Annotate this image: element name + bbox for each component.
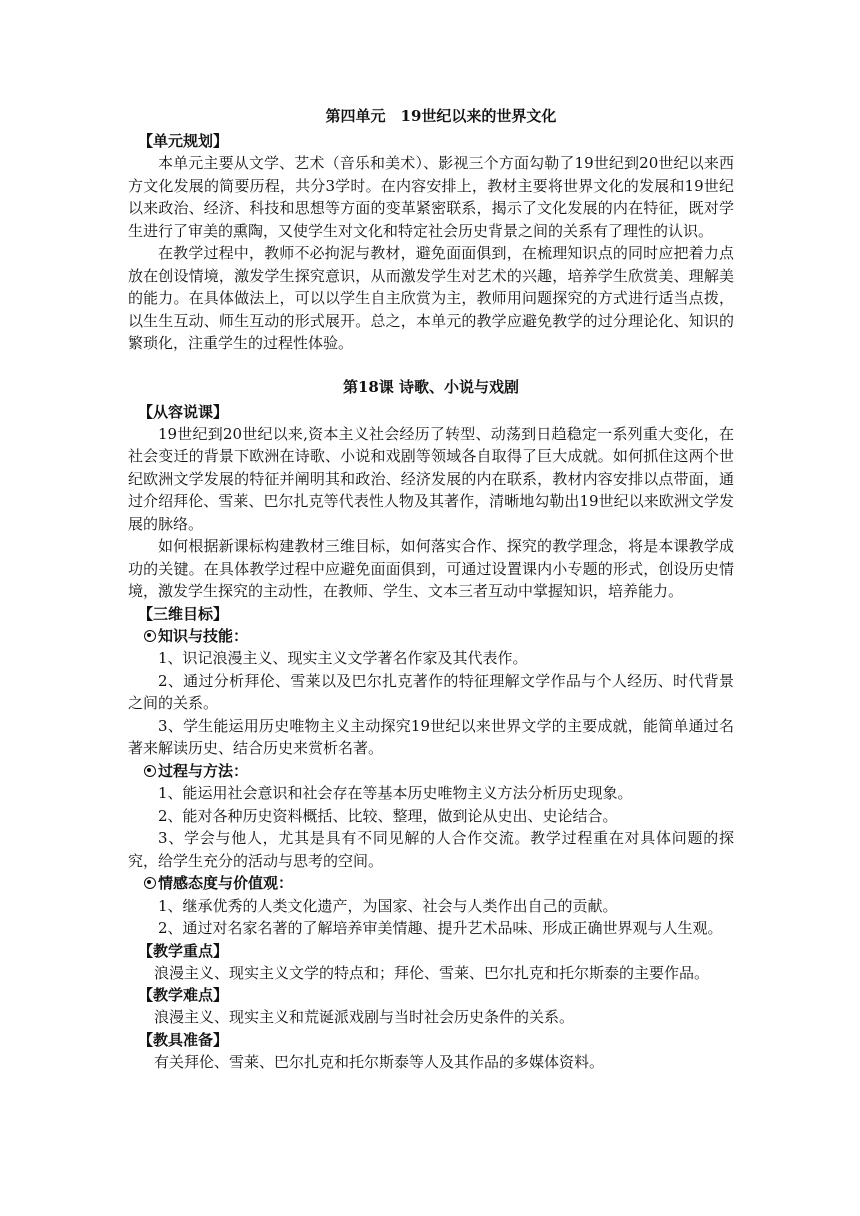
goal-values-header [128,872,734,895]
goal-label: 知识与技能： [158,626,249,645]
goal-item: 3、学生能运用历史唯物主义主动探究19世纪以来世界文学的主要成就，能简单通过名著来解读历史、结合历史来赏析名著。 [128,716,734,757]
goal-item: 1、能运用社会意识和社会存在等基本历史唯物主义方法分析历史现象。 [158,784,633,802]
goal-process-header [128,760,734,783]
goal-knowledge-header [128,625,734,648]
goal-item: 1、识记浪漫主义、现实主义文学著名作家及其代表作。 [158,649,528,667]
materials-text: 有关拜伦、雪莱、巴尔扎克和托尔斯泰等人及其作品的多媒体资料。 [154,1052,605,1071]
goal-item: 2、通过对名家名著的了解培养审美情趣、提升艺术品味、形成正确世界观与人生观。 [158,919,723,937]
difficulty-header: 【教学难点】 [138,986,229,1004]
goal-item: 1、继承优秀的人类文化遗产，为国家、社会与人类作出自己的贡献。 [158,896,618,915]
circled-dot-icon [144,630,156,642]
goal-item: 2、通过分析拜伦、雪莱以及巴尔扎克著作的特征理解文学作品与个人经历、时代背景之间的关系。 [128,671,734,712]
goals-header: 【三维目标】 [138,604,229,623]
lesson-intro-paragraph: 19世纪到20世纪以来,资本主义社会经历了转型、动荡到日趋稳定一系列重大变化，在社会变迁的背景下欧洲在诗歌、小说和戏剧等领域各自取得了巨大成就。如何抓住这两个世纪欧洲文学发展的特征并阐明其和政治、经济发展的内在联系，教材内容安排以点带面，通过介绍拜伦、雪莱、巴尔扎克等代表性人物及其著作，清晰地勾勒出19世纪以来欧洲文学发展的脉络。 [128,424,734,533]
lesson-title: 第18课 诗歌、小说与戏剧 [342,377,520,396]
lesson-intro-header: 【从容说课】 [138,402,229,421]
goal-item: 2、能对各种历史资料概括、比较、整理，做到论从史出、史论结合。 [158,806,618,825]
difficulty-text: 浪漫主义、现实主义和荒诞派戏剧与当时社会历史条件的关系。 [154,1008,575,1026]
circled-dot-icon [144,877,156,889]
unit-paragraph: 在教学过程中，教师不必拘泥与教材，避免面面俱到，在梳理知识点的同时应把着力点放在创设情境，激发学生探究意识，从而激发学生对艺术的兴趣，培养学生欣赏美、理解美的能力。在具体做法上，可以以学生自主欣赏为主，教师用问题探究的方式进行适当点拨，以生生互动、师生互动的形式展开。总之，本单元的教学应避免教学的过分理论化、知识的繁琐化，注重学生的过程性体验。 [128,244,734,352]
lesson-intro-paragraph: 如何根据新课标构建教材三维目标，如何落实合作、探究的教学理念，将是本课教学成功的关键。在具体教学过程中应避免面面俱到，可通过设置课内小专题的形式，创设历史情境，激发学生探究的主动性，在教师、学生、文本三者互动中掌握知识，培养能力。 [128,537,734,600]
key-points-header: 【教学重点】 [138,941,229,960]
key-points-text: 浪漫主义、现实主义文学的特点和；拜伦、雪莱、巴尔扎克和托尔斯泰的主要作品。 [154,963,710,982]
materials-header: 【教具准备】 [138,1030,229,1049]
unit-paragraph: 本单元主要从文学、艺术（音乐和美术）、影视三个方面勾勒了19世纪到20世纪以来西方文化发展的简要历程，共分3学时。在内容安排上，教材主要将世界文化的发展和19世纪以来政治、经济、科技和思想等方面的变革紧密联系，揭示了文化发展的内在特征，既对学生进行了审美的熏陶，又使学生对文化和特定社会历史背景之间的关系有了理性的认识。 [128,154,734,240]
unit-title: 第四单元 19世纪以来的世界文化 [325,107,557,125]
document-content [128,103,734,1073]
goal-item: 3、学会与他人，尤其是具有不同见解的人合作交流。教学过程重在对具体问题的探究，给学生充分的活动与思考的空间。 [128,829,734,870]
goal-label: 过程与方法： [158,761,249,780]
goal-label: 情感态度与价值观： [158,874,294,892]
unit-planning-header: 【单元规划】 [138,132,229,150]
circled-dot-icon [144,765,156,777]
